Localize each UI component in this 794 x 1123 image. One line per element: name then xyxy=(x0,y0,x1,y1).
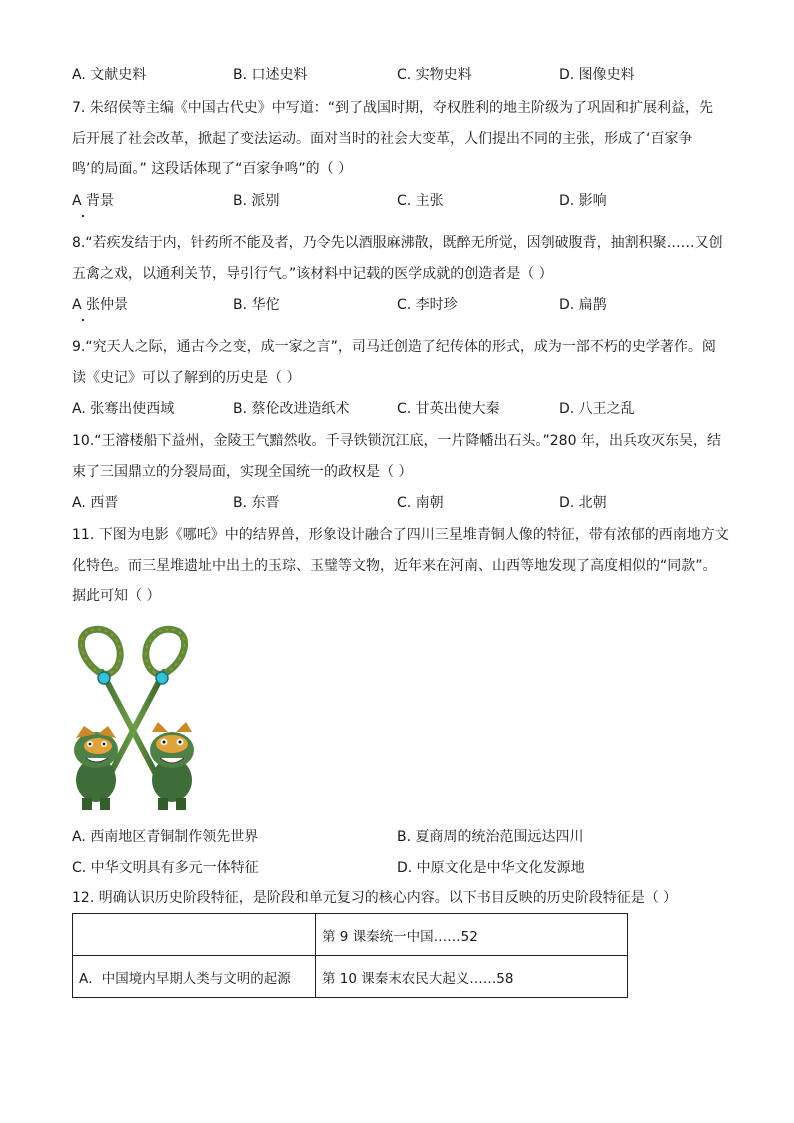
q7-stem-line-1: 7. 朱绍侯等主编《中国古代史》中写道：“到了战国时期，夺权胜利的地主阶级为了巩固和扩展利益，先 xyxy=(72,100,714,116)
q11-stem-line-2: 化特色。而三星堆遗址中出土的玉琮、玉璧等文物，近年来在河南、山西等地发现了高度相似的“同款”。 xyxy=(72,558,717,574)
q7-option-b: B. 派别 xyxy=(233,193,280,209)
q8-option-a: A 张仲景 xyxy=(72,297,129,313)
q11-option-d: D. 中原文化是中华文化发源地 xyxy=(397,860,585,876)
q8-option-b: B. 华佗 xyxy=(233,297,280,313)
q8-stem-line-1: 8.“若疾发结于内，针药所不能及者，乃令先以酒服麻沸散，既醉无所觉，因刳破腹背，抽割积聚……又创 xyxy=(72,235,723,251)
q7-stem-line-3: 鸣’的局面。” 这段话体现了“百家争鸣”的（ ） xyxy=(72,161,353,177)
table-cell: 第 9 课秦统一中国……52 xyxy=(316,914,628,956)
stray-dot xyxy=(82,215,84,217)
q11-option-c: C. 中华文明具有多元一体特征 xyxy=(72,860,259,876)
q6-option-a: A. 文献史料 xyxy=(72,67,147,83)
q10-option-c: C. 南朝 xyxy=(397,495,444,511)
q11-option-a: A. 西南地区青铜制作领先世界 xyxy=(72,829,259,845)
q8-option-d: D. 扁鹊 xyxy=(559,297,607,313)
q8-option-c: C. 李时珍 xyxy=(397,297,458,313)
q11-option-b: B. 夏商周的统治范围远达四川 xyxy=(397,829,584,845)
q9-stem-line-2: 读《史记》可以了解到的历史是（ ） xyxy=(72,370,301,386)
q7-option-a: A 背景 xyxy=(72,193,115,209)
q10-option-d: D. 北朝 xyxy=(559,495,607,511)
q9-option-b: B. 蔡伦改进造纸术 xyxy=(233,401,350,417)
q10-option-a: A. 西晋 xyxy=(72,495,119,511)
q10-stem-line-1: 10.“王濬楼船下益州，金陵王气黯然收。千寻铁锁沉江底，一片降幡出石头。”280 年，出兵攻灭东吴，结 xyxy=(72,433,721,449)
q7-stem-line-2: 后开展了社会改革，掀起了变法运动。面对当时的社会大变革，人们提出不同的主张，形成了‘百家争 xyxy=(72,131,693,147)
q9-option-a: A. 张骞出使西域 xyxy=(72,401,175,417)
q7-option-d: D. 影响 xyxy=(559,193,607,209)
table-cell: 第 10 课秦末农民大起义……58 xyxy=(316,956,628,998)
q12-contents-table xyxy=(72,913,628,998)
table-cell: A．中国境内早期人类与文明的起源 xyxy=(73,956,316,998)
q9-option-d: D. 八王之乱 xyxy=(559,401,635,417)
table-row xyxy=(73,914,628,956)
table-row xyxy=(73,956,628,998)
q11-stem-line-3: 据此可知（ ） xyxy=(72,588,161,604)
stray-dot xyxy=(82,319,84,321)
table-cell xyxy=(73,914,316,956)
q12-stem: 12. 明确认识历史阶段特征，是阶段和单元复习的核心内容。以下书目反映的历史阶段特征是（ ） xyxy=(72,890,678,906)
q8-stem-line-2: 五禽之戏，以通利关节，导引行气。”该材料中记载的医学成就的创造者是（ ） xyxy=(72,266,553,282)
q6-option-b: B. 口述史料 xyxy=(233,67,308,83)
q9-stem-line-1: 9.“究天人之际，通古今之变，成一家之言”，司马迁创造了纪传体的形式，成为一部不朽的史学著作。阅 xyxy=(72,339,716,355)
q9-option-c: C. 甘英出使大秦 xyxy=(397,401,500,417)
q7-option-c: C. 主张 xyxy=(397,193,444,209)
q6-option-c: C. 实物史料 xyxy=(397,67,472,83)
guardian-beasts-illustration xyxy=(72,622,196,812)
q10-stem-line-2: 束了三国鼎立的分裂局面，实现全国统一的政权是（ ） xyxy=(72,464,413,480)
q6-option-d: D. 图像史料 xyxy=(559,67,635,83)
q10-option-b: B. 东晋 xyxy=(233,495,280,511)
q11-stem-line-1: 11. 下图为电影《哪吒》中的结界兽，形象设计融合了四川三星堆青铜人像的特征，带有浓郁的西南地方文 xyxy=(72,527,729,543)
